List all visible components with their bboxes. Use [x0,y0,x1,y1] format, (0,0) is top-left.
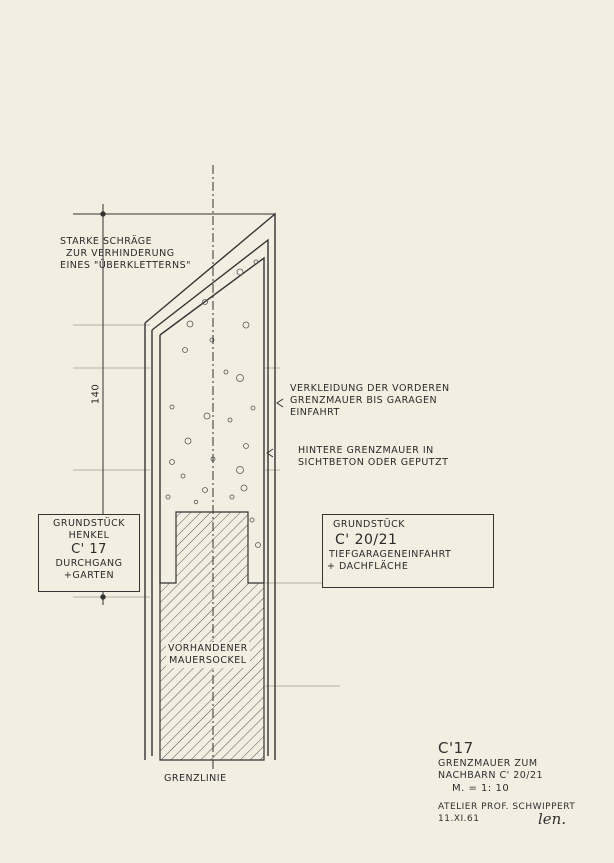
plot-right-box: GRUNDSTÜCK C' 20/21 TIEFGARAGENEINFAHRT + DACHFLÄCHE [322,514,494,588]
base-note: VORHANDENER MAUERSOCKEL [168,643,248,666]
plot-right-title: GRUNDSTÜCK [333,519,405,530]
rear-wall-note: HINTERE GRENZMAUER IN SICHTBETON ODER GEPUTZT [298,445,449,468]
plot-left-number: C' 17 [71,542,107,557]
drawing-date: 11.XI.61 [438,814,480,824]
scale-label: M. = 1: 10 [452,783,510,794]
plot-left-title: GRUNDSTÜCK [53,518,125,529]
dimension-label: 140 [90,383,102,405]
plot-left-owner: HENKEL [68,530,110,541]
cladding-note: VERKLEIDUNG DER VORDEREN GRENZMAUER BIS GARAGEN EINFAHRT [290,383,450,418]
slope-note: STARKE SCHRÄGE ZUR VERHINDERUNG EINES "ÜBERKLETTERNS" [60,236,191,271]
sheet-number: C'17 [438,739,474,757]
boundary-label: GRENZLINIE [164,773,227,784]
signature: len. [538,810,567,828]
plot-left-box: GRUNDSTÜCK HENKEL C' 17 DURCHGANG +GARTEN [38,514,140,592]
title-block: C'17 GRENZMAUER ZUM NACHBARN C' 20/21 M. = 1: 10 ATELIER PROF. SCHWIPPERT 11.XI.61 [438,739,576,824]
plot-right-number: C' 20/21 [335,532,398,548]
existing-base-hatch [160,512,264,760]
